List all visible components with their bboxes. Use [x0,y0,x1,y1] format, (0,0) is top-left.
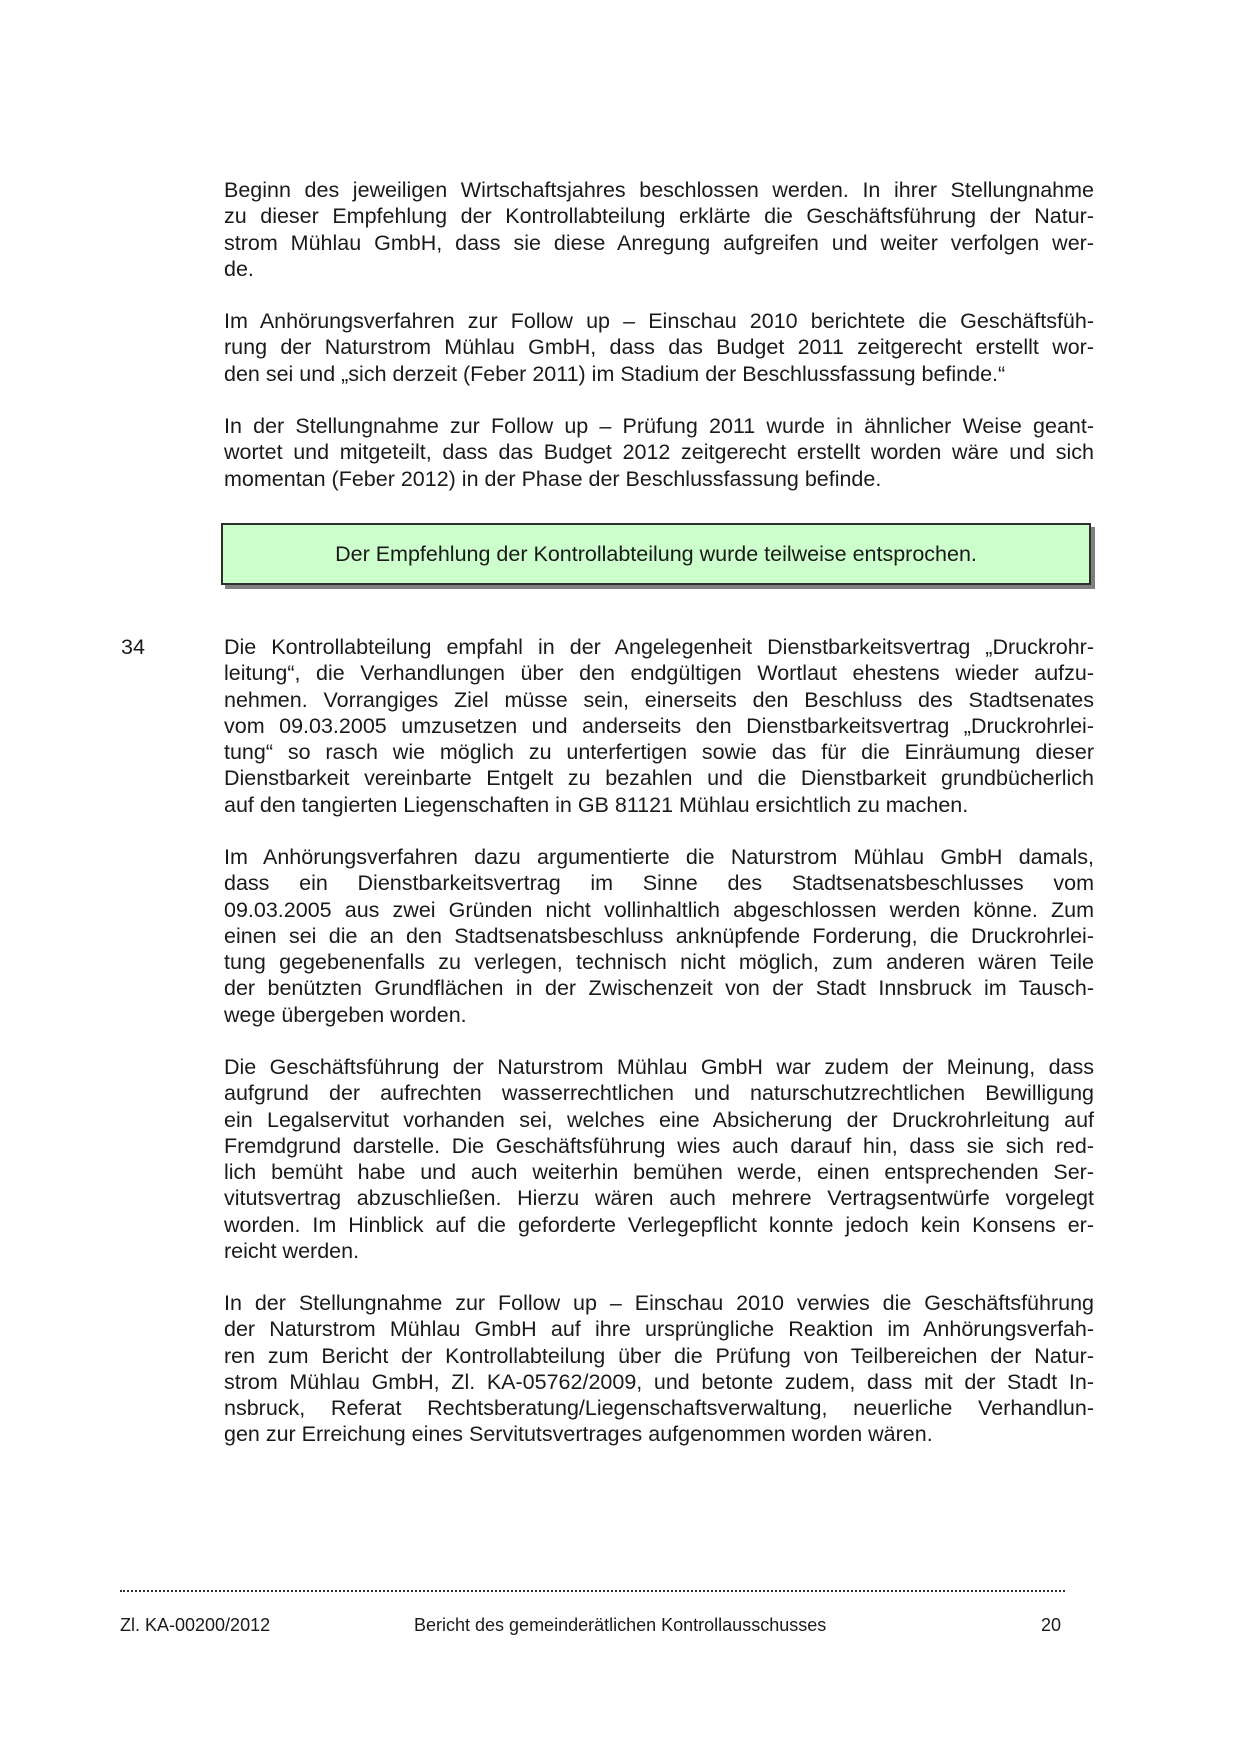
text-line: ren zum Bericht der Kontrollabteilung über die Prüfung von Teilbereichen der Natur- [224,1343,1094,1368]
paragraph-budget-recommendation-end [224,177,1094,282]
paragraph-recommendation-34 [224,634,1094,818]
text-line: de. [224,256,254,281]
text-line: strom Mühlau GmbH, dass sie diese Anregung aufgreifen und weiter verfolgen wer- [224,230,1094,255]
text-line: reicht werden. [224,1239,360,1264]
text-line: tung“ so rasch wie möglich zu unterfertigen sowie das für die Einräumung dieser [224,740,1094,765]
item-number: 34 [121,635,145,659]
paragraph-follow-up-2011-budget [224,413,1094,492]
text-line: Die Geschäftsführung der Naturstrom Mühlau GmbH war zudem der Meinung, dass [224,1055,1094,1079]
text-line: vom 09.03.2005 umzusetzen und anderseits den Dienstbarkeitsvertrag „Druckrohrlei- [224,713,1094,738]
text-line: zu dieser Empfehlung der Kontrollabteilung erklärte die Geschäftsführung der Natur- [224,204,1094,229]
text-line: worden. Im Hinblick auf die geforderte Verlegepflicht konnte jedoch kein Konsens er- [224,1212,1094,1237]
text-line: vitutsvertrag abzuschließen. Hierzu wären auch mehrere Vertragsentwürfe vorgelegt [224,1186,1094,1211]
text-line: momentan (Feber 2012) in der Phase der Beschlussfassung befinde. [224,466,882,491]
text-line: rung der Naturstrom Mühlau GmbH, dass das Budget 2011 zeitgerecht erstellt wor- [224,335,1094,360]
text-line: dass ein Dienstbarkeitsvertrag im Sinne des Stadtsenatsbeschlusses vom [224,871,1094,896]
text-line: tung gegebenenfalls zu verlegen, technisch nicht möglich, zum anderen wären Teile [224,950,1094,975]
text-line: Beginn des jeweiligen Wirtschaftsjahres beschlossen werden. In ihrer Stellungnahme [224,178,1094,202]
text-line: den sei und „sich derzeit (Feber 2011) im Stadium der Beschlussfassung befinde.“ [224,361,1006,386]
paragraph-follow-up-2010-servitude [224,1290,1094,1448]
text-line: aufgrund der aufrechten wasserrechtlichen und naturschutzrechtlichen Bewilligung [224,1081,1094,1106]
text-line: Fremdgrund darstelle. Die Geschäftsführung wies auch darauf hin, dass sie sich red- [224,1133,1094,1158]
footer-report-title: Bericht des gemeinderätlichen Kontrollausschusses [414,1615,827,1635]
text-line: Dienstbarkeit vereinbarte Entgelt zu bezahlen und die Dienstbarkeit grundbücherlich [224,766,1094,791]
text-line: der Naturstrom Mühlau GmbH auf ihre ursprüngliche Reaktion im Anhörungsverfah- [224,1317,1094,1342]
text-line: lich bemüht habe und auch weiterhin bemühen werde, einen entsprechenden Ser- [224,1160,1094,1185]
text-line: In der Stellungnahme zur Follow up – Prüfung 2011 wurde in ähnlicher Weise geant- [224,414,1094,438]
text-line: wortet und mitgeteilt, dass das Budget 2012 zeitgerecht erstellt worden wäre und sich [224,440,1094,465]
text-line: einen sei die an den Stadtsenatsbeschluss anknüpfende Forderung, die Druckrohrlei- [224,923,1094,948]
footer-divider [120,1590,1065,1592]
text-line: In der Stellungnahme zur Follow up – Einschau 2010 verwies die Geschäftsführung [224,1291,1094,1315]
text-line: nsbruck, Referat Rechtsberatung/Liegenschaftsverwaltung, neuerliche Verhandlun- [224,1396,1094,1421]
text-line: auf den tangierten Liegenschaften in GB 81121 Mühlau ersichtlich zu machen. [224,792,969,817]
text-line: leitung“, die Verhandlungen über den endgültigen Wortlaut ehestens wieder aufzu- [224,661,1094,686]
text-line: 09.03.2005 aus zwei Gründen nicht vollinhaltlich abgeschlossen werden könne. Zum [224,897,1094,922]
result-box-recommendation-status [221,523,1091,585]
paragraph-hearing-argument [224,844,1094,1028]
text-line: Die Kontrollabteilung empfahl in der Angelegenheit Dienstbarkeitsvertrag „Druckrohr- [224,635,1094,659]
footer-reference: Zl. KA-00200/2012 [120,1615,271,1635]
paragraph-management-opinion [224,1054,1094,1264]
text-line: strom Mühlau GmbH, Zl. KA-05762/2009, und betonte zudem, dass mit der Stadt In- [224,1369,1094,1394]
result-box-text: Der Empfehlung der Kontrollabteilung wurde teilweise entsprochen. [335,541,977,566]
paragraph-follow-up-2010-budget [224,308,1094,387]
page-number: 20 [1041,1615,1062,1635]
text-line: wege übergeben worden. [224,1002,467,1027]
text-line: ein Legalservitut vorhanden sei, welches eine Absicherung der Druckrohrleitung auf [224,1107,1094,1132]
text-line: nehmen. Vorrangiges Ziel müsse sein, einerseits den Beschluss des Stadtsenates [224,687,1094,712]
text-line: Im Anhörungsverfahren dazu argumentierte die Naturstrom Mühlau GmbH damals, [224,845,1094,869]
text-line: gen zur Erreichung eines Servitutsvertrages aufgenommen worden wären. [224,1422,933,1447]
text-line: der benützten Grundflächen in der Zwischenzeit von der Stadt Innsbruck im Tausch- [224,976,1094,1001]
text-line: Im Anhörungsverfahren zur Follow up – Einschau 2010 berichtete die Geschäftsfüh- [224,309,1094,333]
